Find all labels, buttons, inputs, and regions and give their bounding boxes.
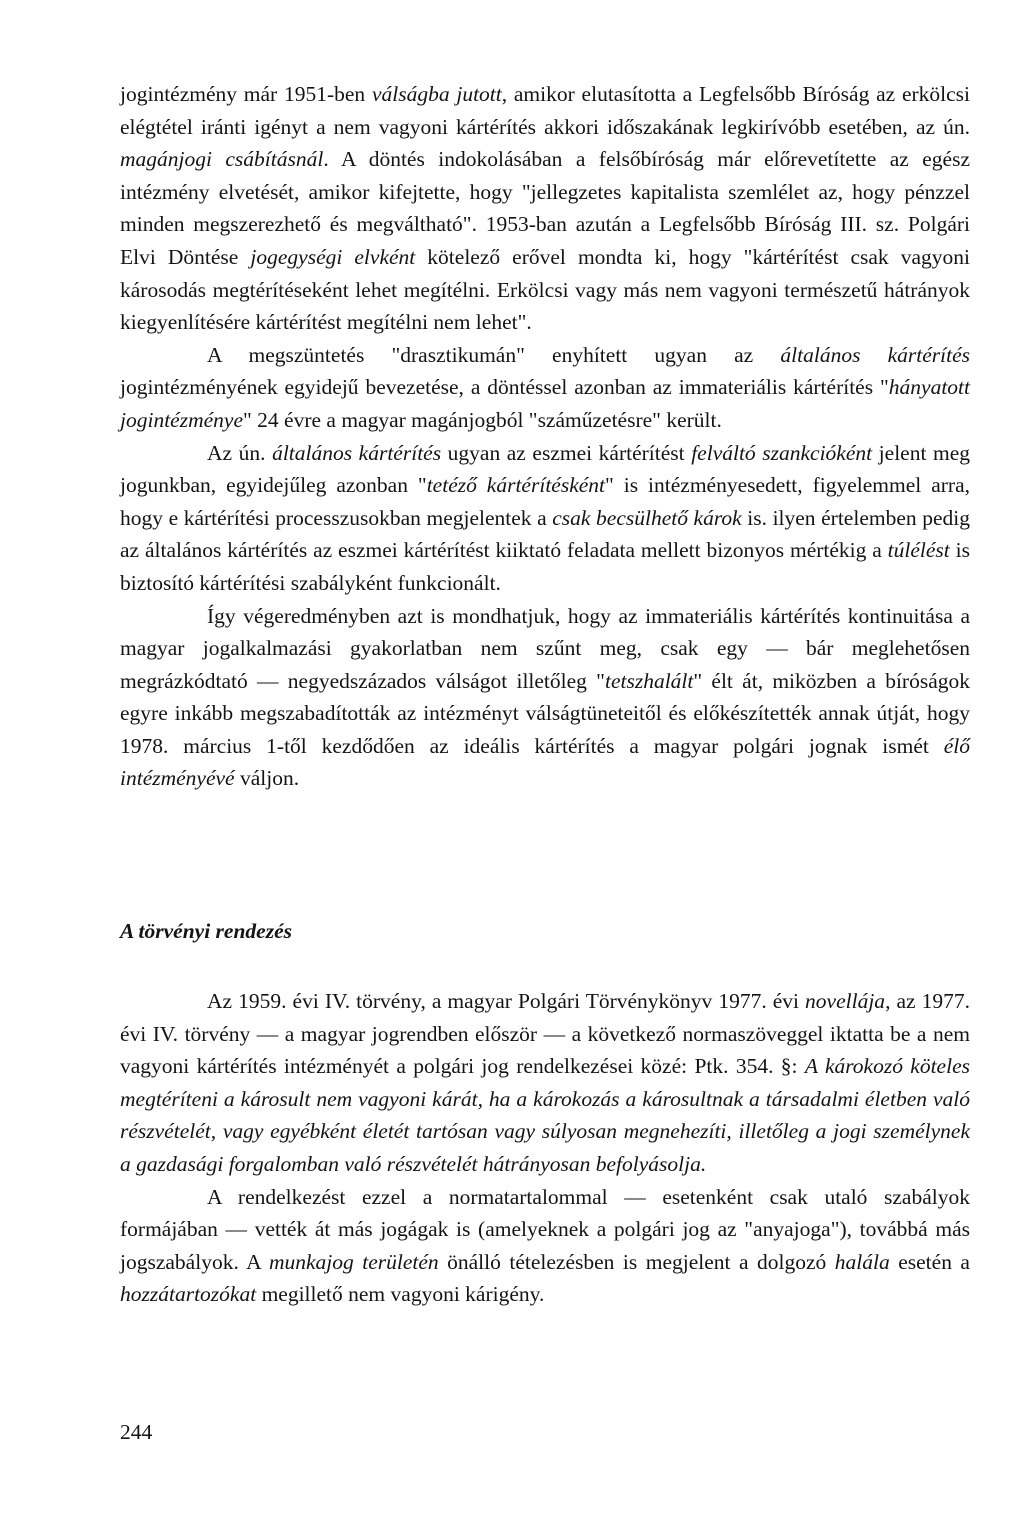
text-run: , amikor elutasította a Legfelsőbb Bíróság az erkölcsi elégtétel iránti igényt a nem vagyoni kártérítés akkori időszakának legkirívóbb esetében, az ún.: [120, 82, 970, 139]
italic-text: felváltó szankcióként: [691, 440, 873, 465]
italic-text: hányatott jogintézménye: [120, 375, 970, 432]
italic-text: novellája: [805, 989, 886, 1013]
text-run: Így végeredményben azt is mondhatjuk, hogy az immateriális kártérítés kontinuitása a magyar jogalkalmazási gyakorlatban nem szűnt meg, csak egy — bár meglehetősen megrázkódtató — negyedszázados válságot illetőleg ": [120, 603, 970, 693]
text-run: , az 1977. évi IV. törvény — a magyar jogrendben először — a következő normaszöveggel iktatta be a nem vagyoni kártérítés intézményét a polgári jog rendelkezései közé: Ptk. 354. §:: [120, 989, 970, 1079]
text-run: ugyan az eszmei kártérítést: [441, 440, 692, 465]
italic-text: általános kártérítés: [272, 440, 442, 465]
text-run: esetén a: [889, 1249, 970, 1274]
text-run: is. ilyen értelemben pedig az általános kártérítés az eszmei kártérítést kiiktató feladata mellett bizonyos mértékig a: [120, 505, 970, 563]
text-run: jelent meg jogunkban, egyidejűleg azonban ": [120, 440, 971, 498]
text-run: jogintézményének egyidejű bevezetése, a döntéssel azonban az immateriális kártérítés ": [120, 375, 889, 400]
italic-text: tetszhalált: [604, 668, 694, 693]
text-run: " 24 évre a magyar magánjogból "száműzetésre" került.: [243, 407, 722, 432]
text-run: váljon.: [234, 766, 300, 791]
italic-text: halála: [834, 1249, 890, 1274]
italic-text: túlélést: [887, 538, 950, 563]
body-text-section-1: [120, 78, 970, 795]
text-run: kötelező erővel mondta ki, hogy "kártérítést csak vagyoni károsodás megtérítéseként lehet megítélni. Erkölcsi vagy más nem vagyoni természetű hátrányok kiegyenlítésére kártérítést megítélni nem lehet".: [120, 244, 970, 335]
italic-text: hozzátartozókat: [120, 1282, 257, 1307]
paragraph: [120, 600, 970, 796]
page-number: 244: [120, 1420, 153, 1444]
italic-text: csak becsülhető károk: [552, 505, 742, 530]
section-heading: A törvényi rendezés: [120, 919, 292, 943]
text-run: . A döntés indokolásában a felsőbíróság már előrevetítette az egész intézmény elvetését, amikor kifejtette, hogy "jellegzetes kapitalista szemlélet az, hogy pénzzel minden megszerezhető és megváltható". 1953-ban azután a Legfelsőbb Bíróság III. sz. Polgári Elvi Döntése: [120, 147, 971, 269]
paragraph: [120, 985, 970, 1181]
text-run: A megszüntetés "drasztikumán" enyhített ugyan az: [207, 342, 781, 367]
text-run: " élt át, miközben a bíróságok egyre inkább megszabadították az intézményt válságtüneteitől és előkészítették annak útját, hogy 1978. március 1-től kezdődően az ideális kártérítés a magyar polgári jognak ismét: [120, 668, 970, 758]
italic-text: általános kártérítés: [780, 342, 971, 367]
paragraph: [120, 339, 970, 437]
italic-text: tetéző kártérítésként: [426, 473, 606, 498]
text-run: megillető nem vagyoni kárigény.: [256, 1282, 545, 1307]
paragraph: [120, 78, 970, 339]
text-run: is biztosító kártérítési szabályként funkcionált.: [120, 538, 970, 595]
italic-text: A károkozó köteles megtéríteni a károsult nem vagyoni kárát, ha a károkozás a károsultnak a társadalmi életben való részvételét, vagy egyébként életét tartósan vagy súlyosan megnehezíti, illetőleg a jogi személynek a gazdasági forgalomban való részvételét hátrányosan befolyásolja.: [120, 1054, 970, 1176]
italic-text: munkajog területén: [268, 1249, 439, 1274]
italic-text: jogegységi elvként: [250, 244, 416, 269]
paragraph: [120, 1181, 970, 1311]
body-text-section-2: [120, 985, 970, 1311]
italic-text: élő intézményévé: [120, 733, 970, 791]
text-run: Az ún.: [207, 440, 273, 465]
text-run: A rendelkezést ezzel a normatartalommal — esetenként csak utaló szabályok formájában — vették át más jogágak is (amelyeknek a polgári jog az "anyajoga"), továbbá más jogszabályok. A: [120, 1184, 970, 1274]
text-run: Az 1959. évi IV. törvény, a magyar Polgári Törvénykönyv 1977. évi: [207, 989, 806, 1013]
text-run: önálló tételezésben is megjelent a dolgozó: [438, 1249, 835, 1274]
text-run: jogintézmény már 1951-ben: [120, 82, 372, 106]
text-run: " is intézményesedett, figyelemmel arra, hogy e kártérítési processzusokban megjelentek a: [120, 473, 970, 530]
paragraph: [120, 437, 970, 600]
italic-text: magánjogi csábításnál: [120, 147, 324, 172]
italic-text: válságba jutott: [371, 82, 502, 106]
